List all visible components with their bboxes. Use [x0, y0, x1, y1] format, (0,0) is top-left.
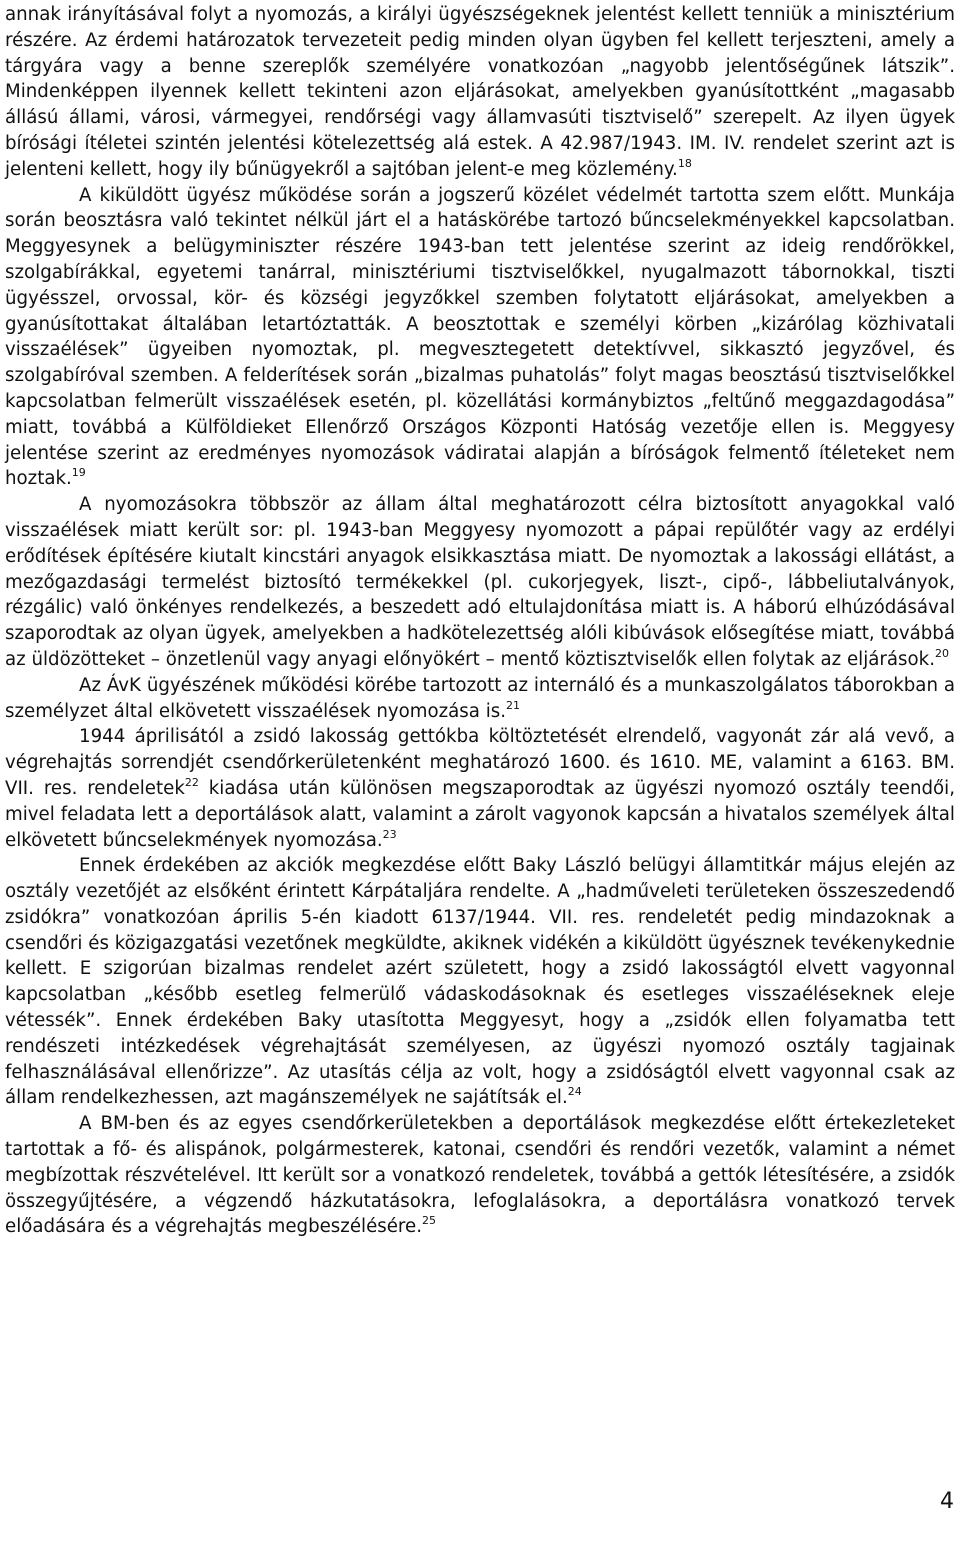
- paragraph-4: [5, 673, 955, 725]
- paragraph-text: A nyomozásokra többször az állam által meghatározott célra biztosított anyagokkal való visszaélések miatt került sor: pl. 1943-ban Meggyesy nyomozott a pápai repülőtér vagy az erdélyi erődítések építésére kiutalt kincstári anyagok elsikkasztása miatt. De nyomoztak a lakossági ellátást, a mezőgazdasági termelést biztosító termékekkel (pl. cukorjegyek, liszt-, cipő-, lábbeliutalványok, rézgálic) való önkényes rendelkezés, a beszedett adó eltulajdonítása miatt is. A háború elhúzódásával szaporodtak az olyan ügyek, amelyekben a hadkötelezettség alóli kibúvások elősegítése miatt, továbbá az üldözötteket – önzetlenül vagy anyagi előnyökért – mentő köztisztviselők ellen folytak az eljárások.: [5, 494, 955, 670]
- paragraph-3: [5, 492, 955, 673]
- paragraph-text: Az ÁvK ügyészének működési körébe tartozott az internáló és a munkaszolgálatos táborokban a személyzet által elkövetett visszaélések nyomozása is.: [5, 674, 955, 722]
- paragraph-7: [5, 1111, 955, 1240]
- paragraph-text: Ennek érdekében az akciók megkezdése előtt Baky László belügyi államtitkár május elején az osztály vezetőjét az elsőként érintett Kárpátaljára rendelte. A „hadműveleti területeken összeszedendő zsidókra” vonatkozóan április 5-én kiadott 6137/1944. VII. res. rendeletét pedig mindazoknak a csendőri és közigazgatási vezetőnek megküldte, akiknek vidékén a kiküldött ügyésznek tevékenykednie kellett. E szigorúan bizalmas rendelet azért született, hogy a zsidó lakosságtól elvett vagyonnal kapcsolatban „később esetleg felmerülő vádaskodásoknak és esetleges visszaéléseknek eleje vétessék”. Ennek érdekében Baky utasította Meggyesyt, hogy a „zsidók ellen folyamatba tett rendészeti intézkedések végrehajtását személyesen, az ügyészi nyomozó osztály tagjainak felhasználásával ellenőrizze”. Az utasítás célja az volt, hogy a zsidóságtól elvett vagyonnal csak az állam rendelkezhessen, azt magánszemélyek ne sajátítsák el.: [5, 855, 955, 1109]
- footnote-marker-22[interactable]: 22: [184, 775, 199, 789]
- footnote-marker-23[interactable]: 23: [382, 827, 397, 841]
- page-number: 4: [940, 1489, 954, 1514]
- paragraph-5: [5, 724, 955, 853]
- footnote-marker-19[interactable]: 19: [71, 466, 86, 480]
- paragraph-6: [5, 853, 955, 1111]
- footnote-marker-21[interactable]: 21: [506, 698, 520, 712]
- paragraph-2: [5, 183, 955, 493]
- paragraph-text: A kiküldött ügyész működése során a jogszerű közélet védelmét tartotta szem előtt. Munkája során beosztásra való tekintet nélkül járt el a hatáskörébe tartozó bűncselekményekkel kapcsolatban. Meggyesynek a belügyminiszter részére 1943-ban tett jelentése szerint az ideig rendőrökkel, szolgabírákkal, egyetemi tanárral, minisztériumi tisztviselőkkel, nyugalmazott tábornokkal, tiszti ügyésszel, orvossal, kör- és községi jegyzőkkel szemben folytatott eljárásokat, amelyekben a gyanúsítottakat általában letartóztatták. A beosztottak e személyi körben „kizárólag közhivatali visszaélések” ügyeiben nyomoztak, pl. megvesztegetett detektívvel, sikkasztó jegyzővel, és szolgabíróval szemben. A felderítések során „bizalmas puhatolás” folyt magas beosztású tisztviselőkkel kapcsolatban felmerült visszaélések esetén, pl. közellátási kormánybiztos „feltűnő meggazdagodása” miatt, továbbá a Külföldieket Ellenőrző Országos Központi Hatóság vezetője ellen is. Meggyesy jelentése szerint az eredményes nyomozások vádiratai alapján a bíróságok felmentő ítéleteket nem hoztak.: [5, 184, 955, 490]
- paragraph-text: A BM-ben és az egyes csendőrkerületekben a deportálások megkezdése előtt értekezleteket tartottak a fő- és alispánok, polgármesterek, katonai, csendőri és rendőri vezetők, valamint a német megbízottak részvételével. Itt került sor a vonatkozó rendeletek, továbbá a gettók létesítésére, a zsidók összegyűjtésére, a végzendő házkutatásokra, lefoglalásokra, a deportálásra vonatkozó tervek előadására és a végrehajtás megbeszélésére.: [5, 1113, 955, 1238]
- footnote-marker-18[interactable]: 18: [677, 156, 692, 170]
- footnote-marker-24[interactable]: 24: [567, 1085, 582, 1099]
- paragraph-text: kiadása után különösen megszaporodtak az ügyészi nyomozó osztály teendői, mivel feladata lett a deportálások alatt, valamint a zárolt vagyonok kapcsán a hivatalos személyek által elkövetett bűncselekmények nyomozása.: [5, 777, 955, 851]
- paragraph-text: 1944 áprilisától a zsidó lakosság gettókba költöztetését elrendelő, vagyonát zár alá vevő, a végrehajtás sorrendjét csendőrkerületenként meghatározó 1600. és 1610. ME, valamint a 6163. BM. VII. res. rendeletek: [5, 726, 955, 799]
- paragraph-text: annak irányításával folyt a nyomozás, a királyi ügyészségeknek jelentést kellett tenniük a minisztérium részére. Az érdemi határozatok tervezeteit pedig minden olyan ügyben fel kellett terjeszteni, amely a tárgyára vagy a benne szereplők személyére vonatkozóan „nagyobb jelentőségűnek látszik”. Mindenképpen ilyennek kellett tekinteni azon eljárásokat, amelyekben gyanúsítottként „magasabb állású állami, városi, vármegyei, rendőrségi vagy államvasúti tisztviselő” szerepelt. Az ilyen ügyek bírósági ítéletei szintén jelentési kötelezettség alá estek. A 42.987/1943. IM. IV. rendelet szerint azt is jelenteni kellett, hogy ily bűnügyekről a sajtóban jelent-e meg közlemény.: [5, 4, 955, 180]
- footnote-marker-20[interactable]: 20: [934, 646, 949, 660]
- document-page: [5, 2, 955, 1240]
- footnote-marker-25[interactable]: 25: [421, 1214, 436, 1228]
- paragraph-1: [5, 2, 955, 183]
